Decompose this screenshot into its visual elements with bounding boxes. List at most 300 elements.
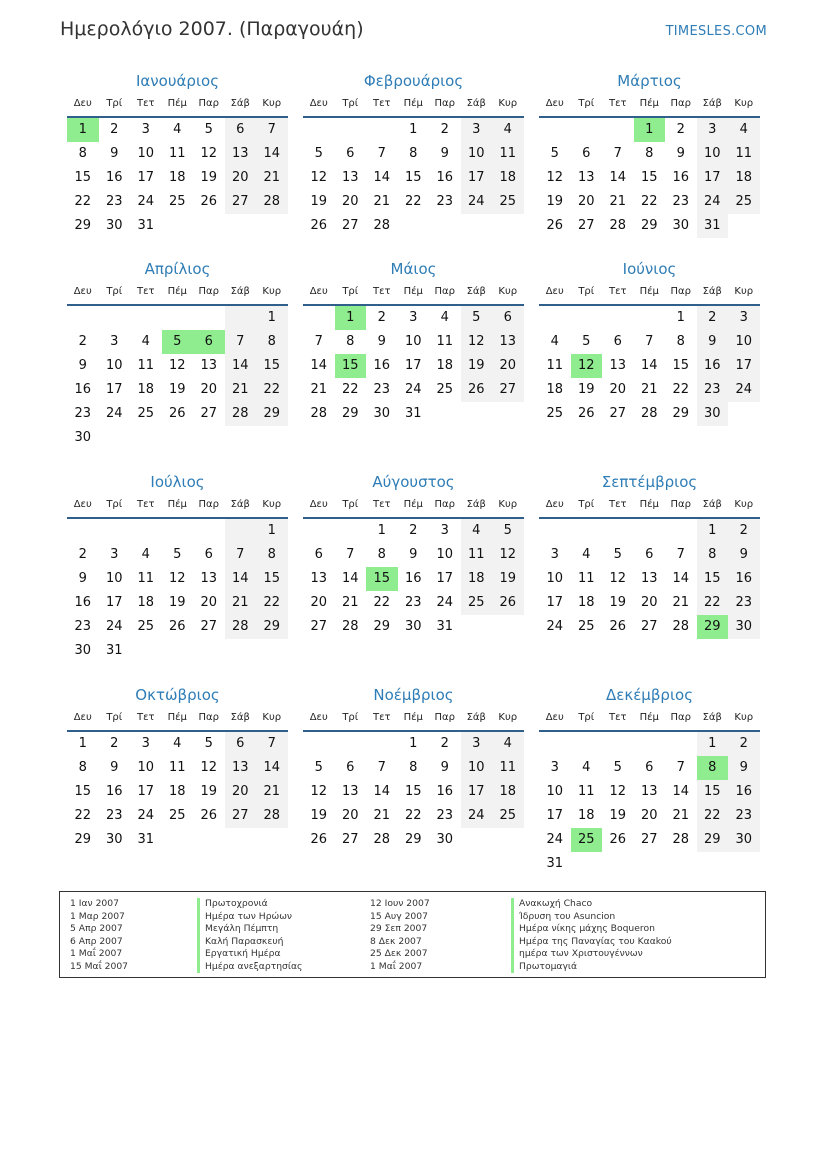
- day-cell: 6: [492, 306, 524, 330]
- weekday-label: Σάβ: [466, 499, 486, 510]
- month-block: [539, 258, 760, 426]
- day-cell: 16: [105, 784, 123, 799]
- weekday-label: Παρ: [198, 98, 219, 109]
- day-cell: 3: [409, 310, 418, 325]
- day-cell: 5: [173, 547, 182, 562]
- day-cell: 15: [256, 354, 288, 378]
- day-cell: 2: [110, 122, 119, 137]
- day-cell: 3: [550, 547, 559, 562]
- day-cell: 31: [105, 643, 123, 658]
- empty-cell: [193, 639, 225, 663]
- weekday-label: Τρί: [106, 499, 123, 510]
- weekday-label: Δευ: [545, 712, 564, 723]
- day-cell: 15: [74, 784, 92, 799]
- month-name: Ιούλιος: [150, 473, 205, 491]
- empty-cell: [303, 306, 335, 330]
- holiday-name: Ημέρα νίκης μάχης Boqueron: [511, 923, 672, 936]
- weekday-header: [539, 280, 760, 306]
- day-cell: 23: [105, 194, 123, 209]
- day-cell: 27: [225, 804, 257, 828]
- empty-cell: [602, 852, 634, 876]
- day-cell: 26: [168, 619, 186, 634]
- day-cell: 27: [640, 832, 658, 847]
- holiday-name: Ημέρα των Ηρώων: [197, 911, 302, 924]
- month-block: [303, 684, 524, 852]
- day-cell: 28: [225, 615, 257, 639]
- day-cell: 17: [461, 166, 493, 190]
- day-cell: 28: [341, 619, 359, 634]
- day-grid: [303, 519, 524, 639]
- weekday-label: Τετ: [136, 499, 155, 510]
- day-cell: 22: [697, 804, 729, 828]
- day-cell: 22: [640, 194, 658, 209]
- day-cell: 7: [225, 330, 257, 354]
- empty-cell: [602, 118, 634, 142]
- day-cell: 8: [697, 756, 729, 780]
- weekday-label: Δευ: [309, 98, 328, 109]
- day-cell: 19: [200, 170, 218, 185]
- day-cell: 20: [577, 194, 595, 209]
- empty-cell: [539, 306, 571, 330]
- weekday-label: Κυρ: [498, 98, 518, 109]
- day-cell: 25: [137, 619, 155, 634]
- day-cell: 19: [609, 808, 627, 823]
- weekday-label: Τρί: [578, 712, 595, 723]
- day-grid: [303, 732, 524, 852]
- day-cell: 15: [672, 358, 690, 373]
- day-cell: 8: [645, 146, 654, 161]
- day-cell: 13: [609, 358, 627, 373]
- day-cell: 28: [672, 619, 690, 634]
- holiday-name: Ημέρα ανεξαρτησίας: [197, 961, 302, 974]
- weekday-label: Τετ: [608, 98, 627, 109]
- day-cell: 9: [728, 543, 760, 567]
- day-cell: 7: [314, 334, 323, 349]
- day-cell: 14: [609, 170, 627, 185]
- weekday-header: [539, 706, 760, 732]
- weekday-header: [539, 92, 760, 118]
- day-cell: 11: [436, 334, 454, 349]
- day-grid: [67, 732, 288, 852]
- weekday-label: Τετ: [372, 712, 391, 723]
- day-cell: 4: [141, 547, 150, 562]
- weekday-label: Τρί: [578, 499, 595, 510]
- day-cell: 18: [577, 595, 595, 610]
- day-cell: 28: [310, 406, 328, 421]
- empty-cell: [602, 306, 634, 330]
- day-cell: 4: [492, 732, 524, 756]
- day-cell: 10: [137, 146, 155, 161]
- empty-cell: [665, 732, 697, 756]
- empty-cell: [130, 519, 162, 543]
- day-cell: 29: [341, 406, 359, 421]
- weekday-label: Σάβ: [466, 712, 486, 723]
- day-cell: 14: [373, 784, 391, 799]
- empty-cell: [225, 426, 257, 450]
- day-cell: 1: [676, 310, 685, 325]
- day-cell: 16: [404, 571, 422, 586]
- day-cell: 23: [436, 808, 454, 823]
- day-cell: 4: [582, 760, 591, 775]
- weekday-header: [539, 493, 760, 519]
- day-cell: 22: [341, 382, 359, 397]
- day-cell: 23: [105, 808, 123, 823]
- day-cell: 14: [256, 756, 288, 780]
- day-cell: 3: [461, 732, 493, 756]
- day-cell: 12: [310, 170, 328, 185]
- holiday-date: 1 Μαΐ 2007: [370, 960, 423, 972]
- day-cell: 17: [137, 784, 155, 799]
- day-cell: 2: [440, 736, 449, 751]
- day-cell: 7: [676, 760, 685, 775]
- empty-cell: [602, 732, 634, 756]
- day-cell: 29: [697, 615, 729, 639]
- day-cell: 4: [440, 310, 449, 325]
- weekday-label: Σάβ: [466, 286, 486, 297]
- day-cell: 26: [461, 378, 493, 402]
- day-cell: 25: [168, 194, 186, 209]
- day-cell: 11: [577, 571, 595, 586]
- day-cell: 5: [492, 519, 524, 543]
- empty-cell: [256, 639, 288, 663]
- day-cell: 25: [577, 619, 595, 634]
- day-cell: 18: [137, 595, 155, 610]
- day-cell: 23: [74, 619, 92, 634]
- day-cell: 4: [173, 122, 182, 137]
- day-cell: 21: [640, 382, 658, 397]
- weekday-label: Τρί: [106, 712, 123, 723]
- empty-cell: [728, 214, 760, 238]
- weekday-header: [303, 280, 524, 306]
- day-cell: 29: [74, 218, 92, 233]
- holiday-name: ημέρα των Χριστουγέννων: [511, 948, 672, 961]
- day-grid: [539, 519, 760, 639]
- empty-cell: [335, 732, 367, 756]
- holiday-list: [59, 891, 766, 978]
- weekday-label: Κυρ: [498, 499, 518, 510]
- day-cell: 25: [168, 808, 186, 823]
- day-cell: 3: [141, 122, 150, 137]
- day-cell: 14: [672, 571, 690, 586]
- day-cell: 22: [672, 382, 690, 397]
- weekday-label: Τρί: [578, 98, 595, 109]
- weekday-label: Σάβ: [466, 98, 486, 109]
- weekday-label: Τρί: [342, 499, 359, 510]
- day-cell: 11: [461, 543, 493, 567]
- day-cell: 4: [141, 334, 150, 349]
- weekday-label: Τρί: [342, 286, 359, 297]
- day-cell: 13: [341, 784, 359, 799]
- weekday-header: [67, 280, 288, 306]
- day-cell: 19: [609, 595, 627, 610]
- day-cell: 19: [492, 567, 524, 591]
- day-cell: 20: [310, 595, 328, 610]
- day-cell: 19: [310, 808, 328, 823]
- day-cell: 30: [436, 832, 454, 847]
- day-cell: 29: [256, 615, 288, 639]
- day-cell: 17: [697, 166, 729, 190]
- day-cell: 12: [546, 170, 564, 185]
- day-cell: 28: [609, 218, 627, 233]
- day-cell: 26: [200, 194, 218, 209]
- day-cell: 1: [634, 118, 666, 142]
- day-cell: 16: [74, 595, 92, 610]
- weekday-label: Τρί: [342, 98, 359, 109]
- day-cell: 19: [200, 784, 218, 799]
- empty-cell: [665, 852, 697, 876]
- weekday-label: Πέμ: [403, 98, 423, 109]
- day-cell: 19: [168, 595, 186, 610]
- empty-cell: [193, 828, 225, 852]
- empty-cell: [130, 639, 162, 663]
- day-cell: 16: [697, 354, 729, 378]
- day-cell: 13: [310, 571, 328, 586]
- month-block: [303, 471, 524, 639]
- day-cell: 29: [74, 832, 92, 847]
- day-cell: 19: [310, 194, 328, 209]
- weekday-label: Κυρ: [734, 286, 754, 297]
- empty-cell: [602, 519, 634, 543]
- day-cell: 10: [404, 334, 422, 349]
- day-cell: 22: [256, 378, 288, 402]
- weekday-label: Παρ: [434, 499, 455, 510]
- empty-cell: [728, 402, 760, 426]
- empty-cell: [539, 732, 571, 756]
- day-cell: 25: [728, 190, 760, 214]
- holiday-date: 1 Ιαν 2007: [70, 898, 119, 909]
- day-cell: 26: [546, 218, 564, 233]
- day-cell: 9: [440, 146, 449, 161]
- day-cell: 2: [728, 519, 760, 543]
- day-cell: 12: [571, 354, 603, 378]
- day-cell: 26: [310, 832, 328, 847]
- day-cell: 28: [225, 402, 257, 426]
- site-brand-link[interactable]: TIMESLES.COM: [665, 24, 767, 39]
- day-cell: 21: [609, 194, 627, 209]
- day-cell: 12: [168, 358, 186, 373]
- day-cell: 23: [728, 591, 760, 615]
- day-cell: 26: [200, 808, 218, 823]
- day-cell: 11: [577, 784, 595, 799]
- weekday-label: Παρ: [198, 499, 219, 510]
- empty-cell: [303, 732, 335, 756]
- holiday-date: 8 Δεκ 2007: [370, 935, 422, 947]
- day-cell: 5: [613, 760, 622, 775]
- day-cell: 24: [436, 595, 454, 610]
- holiday-name: Ανακωχή Chaco: [511, 898, 672, 911]
- day-cell: 18: [168, 170, 186, 185]
- day-cell: 16: [373, 358, 391, 373]
- holiday-name: Μεγάλη Πέμπτη: [197, 923, 302, 936]
- day-cell: 12: [168, 571, 186, 586]
- day-cell: 24: [404, 382, 422, 397]
- day-cell: 23: [728, 804, 760, 828]
- day-cell: 1: [697, 732, 729, 756]
- day-cell: 14: [310, 358, 328, 373]
- day-cell: 26: [609, 832, 627, 847]
- day-cell: 16: [672, 170, 690, 185]
- day-cell: 11: [492, 756, 524, 780]
- day-cell: 13: [492, 330, 524, 354]
- day-cell: 16: [728, 780, 760, 804]
- day-cell: 1: [409, 122, 418, 137]
- day-cell: 27: [225, 190, 257, 214]
- day-cell: 9: [728, 756, 760, 780]
- day-cell: 15: [366, 567, 398, 591]
- empty-cell: [697, 852, 729, 876]
- day-cell: 8: [697, 543, 729, 567]
- day-cell: 3: [110, 334, 119, 349]
- day-cell: 30: [672, 218, 690, 233]
- weekday-label: Πέμ: [639, 712, 659, 723]
- day-cell: 11: [168, 760, 186, 775]
- day-cell: 18: [492, 780, 524, 804]
- day-cell: 5: [613, 547, 622, 562]
- weekday-label: Δευ: [73, 98, 92, 109]
- empty-cell: [256, 828, 288, 852]
- day-cell: 18: [728, 166, 760, 190]
- day-cell: 24: [461, 804, 493, 828]
- day-cell: 2: [78, 547, 87, 562]
- day-cell: 21: [256, 166, 288, 190]
- day-cell: 3: [440, 523, 449, 538]
- day-cell: 24: [728, 378, 760, 402]
- day-cell: 30: [697, 402, 729, 426]
- day-cell: 13: [341, 170, 359, 185]
- day-cell: 30: [105, 218, 123, 233]
- day-cell: 1: [78, 736, 87, 751]
- day-cell: 14: [225, 354, 257, 378]
- weekday-label: Σάβ: [230, 499, 250, 510]
- day-cell: 21: [341, 595, 359, 610]
- day-cell: 17: [404, 358, 422, 373]
- empty-cell: [429, 214, 461, 238]
- day-cell: 6: [225, 118, 257, 142]
- day-cell: 9: [440, 760, 449, 775]
- day-cell: 8: [256, 330, 288, 354]
- day-cell: 30: [728, 828, 760, 852]
- day-cell: 10: [461, 756, 493, 780]
- day-cell: 9: [110, 760, 119, 775]
- weekday-label: Τετ: [372, 98, 391, 109]
- weekday-label: Τετ: [136, 98, 155, 109]
- day-cell: 24: [137, 808, 155, 823]
- day-cell: 15: [404, 170, 422, 185]
- empty-cell: [162, 828, 194, 852]
- month-block: [539, 471, 760, 639]
- weekday-label: Παρ: [434, 98, 455, 109]
- day-cell: 7: [676, 547, 685, 562]
- day-cell: 21: [225, 591, 257, 615]
- day-cell: 27: [200, 406, 218, 421]
- day-cell: 10: [436, 547, 454, 562]
- day-cell: 30: [728, 615, 760, 639]
- day-cell: 12: [492, 543, 524, 567]
- day-cell: 28: [373, 218, 391, 233]
- empty-cell: [634, 306, 666, 330]
- day-cell: 8: [409, 760, 418, 775]
- day-cell: 22: [404, 194, 422, 209]
- weekday-label: Σάβ: [702, 286, 722, 297]
- day-cell: 19: [546, 194, 564, 209]
- day-cell: 27: [609, 406, 627, 421]
- day-cell: 5: [162, 330, 194, 354]
- day-cell: 30: [404, 619, 422, 634]
- day-cell: 18: [137, 382, 155, 397]
- day-cell: 28: [640, 406, 658, 421]
- day-cell: 2: [676, 122, 685, 137]
- month-block: [67, 70, 288, 238]
- day-cell: 31: [546, 856, 564, 871]
- empty-cell: [634, 852, 666, 876]
- day-cell: 25: [461, 591, 493, 615]
- holiday-date: 15 Αυγ 2007: [370, 910, 428, 922]
- weekday-label: Σάβ: [702, 712, 722, 723]
- day-cell: 20: [609, 382, 627, 397]
- day-cell: 22: [404, 808, 422, 823]
- weekday-label: Τετ: [372, 499, 391, 510]
- day-cell: 4: [461, 519, 493, 543]
- day-cell: 5: [204, 122, 213, 137]
- day-cell: 8: [78, 760, 87, 775]
- day-cell: 12: [609, 784, 627, 799]
- day-cell: 19: [577, 382, 595, 397]
- weekday-label: Πέμ: [403, 712, 423, 723]
- day-cell: 7: [346, 547, 355, 562]
- month-name: Μάρτιος: [617, 72, 682, 90]
- day-cell: 20: [200, 382, 218, 397]
- day-cell: 7: [225, 543, 257, 567]
- day-cell: 21: [256, 780, 288, 804]
- month-block: [67, 258, 288, 450]
- weekday-label: Παρ: [670, 98, 691, 109]
- day-cell: 10: [105, 358, 123, 373]
- day-cell: 30: [373, 406, 391, 421]
- day-cell: 26: [168, 406, 186, 421]
- empty-cell: [492, 214, 524, 238]
- day-cell: 20: [640, 808, 658, 823]
- weekday-label: Τετ: [372, 286, 391, 297]
- empty-cell: [335, 519, 367, 543]
- day-cell: 6: [582, 146, 591, 161]
- day-cell: 4: [550, 334, 559, 349]
- day-cell: 20: [341, 808, 359, 823]
- day-cell: 26: [609, 619, 627, 634]
- empty-cell: [225, 306, 257, 330]
- day-cell: 21: [310, 382, 328, 397]
- day-cell: 16: [728, 567, 760, 591]
- day-cell: 30: [74, 643, 92, 658]
- day-cell: 11: [492, 142, 524, 166]
- day-cell: 29: [373, 619, 391, 634]
- empty-cell: [193, 426, 225, 450]
- empty-cell: [67, 519, 99, 543]
- day-cell: 31: [436, 619, 454, 634]
- day-cell: 17: [436, 571, 454, 586]
- day-cell: 17: [137, 170, 155, 185]
- day-cell: 26: [577, 406, 595, 421]
- day-grid: [539, 732, 760, 876]
- weekday-label: Τρί: [106, 286, 123, 297]
- day-cell: 29: [697, 828, 729, 852]
- month-name: Οκτώβριος: [135, 686, 220, 704]
- month-name: Φεβρουάριος: [363, 72, 464, 90]
- day-cell: 9: [377, 334, 386, 349]
- day-cell: 15: [697, 780, 729, 804]
- empty-cell: [461, 214, 493, 238]
- holiday-date: 29 Σεπ 2007: [370, 923, 428, 934]
- day-grid: [303, 306, 524, 426]
